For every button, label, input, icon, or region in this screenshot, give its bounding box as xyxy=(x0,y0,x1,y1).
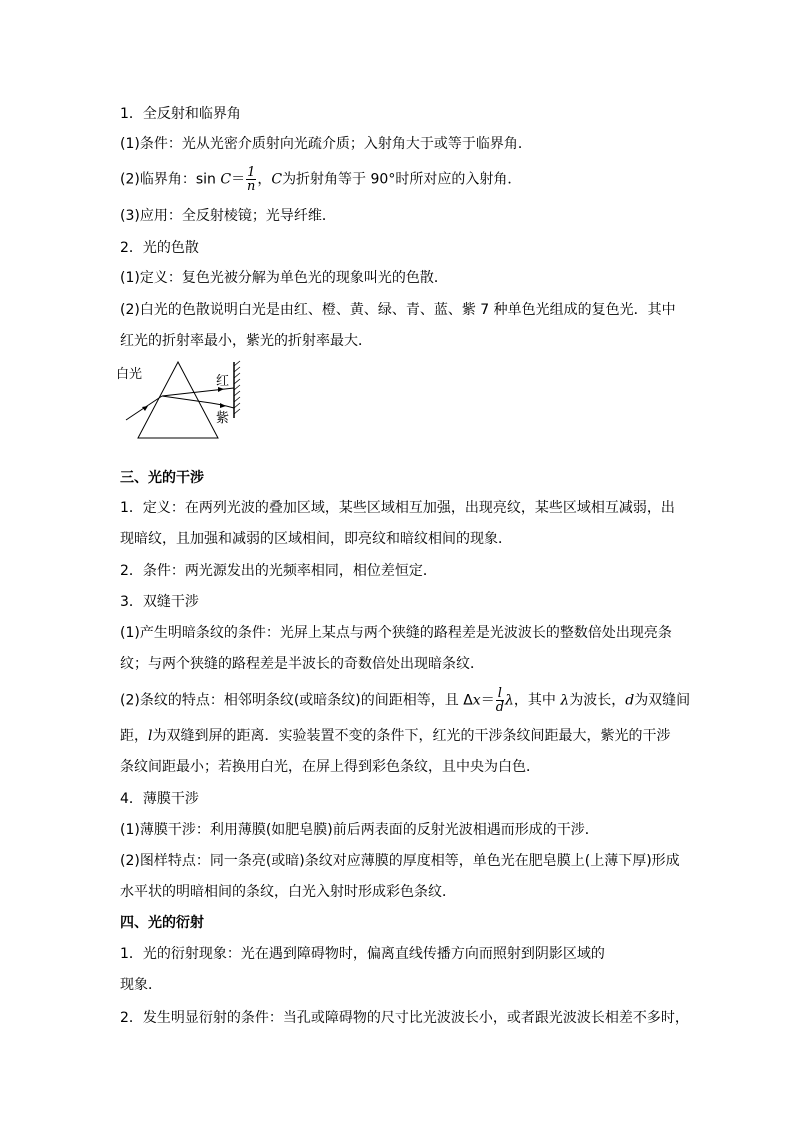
white-light-label: 白光 xyxy=(116,367,143,382)
heading-diffraction: 四、光的衍射 xyxy=(120,915,204,931)
fraction-1-over-n xyxy=(246,166,256,193)
variable-l: l xyxy=(148,728,153,744)
heading-interference: 三、光的干涉 xyxy=(120,470,204,486)
diffraction-phenomenon-1: 1．光的衍射现象：光在遇到障碍物时，偏离直线传播方向而照射到阴影区域的 xyxy=(120,946,605,962)
fringe-feature-line-1 xyxy=(120,687,690,714)
interference-definition-2: 现暗纹，且加强和减弱的区域相间，即亮纹和暗纹相间的现象． xyxy=(120,531,512,547)
red-label: 红 xyxy=(216,374,230,389)
variable-c: C xyxy=(220,171,232,188)
variable-d: d xyxy=(625,692,635,709)
fringe-condition-1: (1)产生明暗条纹的条件：光屏上某点与两个狭缝的路程差是光波波长的整数倍处出现亮条 xyxy=(120,625,672,641)
violet-exit-ray xyxy=(204,402,234,408)
fringe-line-2-text: 为双缝到屏的距离．实验装置不变的条件下，红光的干涉条纹间距最大，紫光的干涉 xyxy=(152,728,671,744)
fringe-feature-prefix: (2)条纹的特点：相邻明条纹(或暗条纹)的间距相等，且 Δ xyxy=(120,692,473,709)
fringe-feature-mid-2: 为波长， xyxy=(569,692,626,709)
variable-lambda-2: λ xyxy=(560,692,570,709)
prism-dispersion-figure xyxy=(116,358,256,440)
critical-angle-prefix: (2)临界角：sin xyxy=(120,171,221,188)
section-total-reflection-title: 1．全反射和临界角 xyxy=(120,106,241,122)
comma: ， xyxy=(257,171,272,188)
fraction-numerator-l: l xyxy=(496,687,504,701)
interference-condition: 2．条件：两光源发出的光频率相同，相位差恒定． xyxy=(120,563,437,579)
fraction-denominator: n xyxy=(247,179,256,194)
inner-ray-red xyxy=(162,392,198,396)
equals-sign: ＝ xyxy=(231,171,246,188)
violet-label: 紫 xyxy=(216,411,230,426)
critical-angle-suffix: 为折射角等于 90°时所对应的入射角． xyxy=(282,171,522,188)
thin-film-pattern-2: 水平状的明暗相间的条纹，白光入射时形成彩色条纹． xyxy=(120,884,456,900)
screen-hatching xyxy=(234,361,240,414)
critical-angle-line xyxy=(120,166,521,193)
dispersion-definition: (1)定义：复色光被分解为单色光的现象叫光的色散． xyxy=(120,270,448,286)
fringe-feature-line-3: 条纹间距最小；若换用白光，在屏上得到彩色条纹，且中央为白色． xyxy=(120,759,540,775)
diffraction-condition: 2．发生明显衍射的条件：当孔或障碍物的尺寸比光波波长小，或者跟光波波长相差不多时， xyxy=(120,1010,689,1026)
application-line: (3)应用：全反射棱镜；光导纤维． xyxy=(120,208,336,224)
prism-triangle xyxy=(138,362,218,438)
condition-line: (1)条件：光从光密介质射向光疏介质；入射角大于或等于临界角． xyxy=(120,136,532,152)
thin-film-title: 4．薄膜干涉 xyxy=(120,791,199,807)
variable-c-2: C xyxy=(271,171,283,188)
interference-definition-1: 1．定义：在两列光波的叠加区域，某些区域相互加强，出现亮纹，某些区域相互减弱，出 xyxy=(120,500,675,516)
fringe-feature-suffix: 为双缝间 xyxy=(634,692,691,709)
equals-sign-2: ＝ xyxy=(480,692,495,709)
fraction-denominator-d: d xyxy=(495,700,505,715)
fringe-condition-2: 纹；与两个狭缝的路程差是半波长的奇数倍处出现暗条纹． xyxy=(120,656,484,672)
section-dispersion-title: 2．光的色散 xyxy=(120,240,199,256)
thin-film-definition: (1)薄膜干涉：利用薄膜(如肥皂膜)前后两表面的反射光波相遇而形成的干涉． xyxy=(120,822,599,838)
fringe-feature-line-2 xyxy=(120,726,670,746)
fringe-feature-mid: ，其中 xyxy=(513,692,561,709)
white-light-line-2: 红光的折射率最小，紫光的折射率最大． xyxy=(120,333,372,349)
fraction-numerator: 1 xyxy=(247,165,256,180)
fraction-l-over-d xyxy=(496,687,504,714)
double-slit-title: 3．双缝干涉 xyxy=(120,594,199,610)
diffraction-phenomenon-2: 现象． xyxy=(120,977,162,993)
variable-lambda: λ xyxy=(505,692,514,709)
white-light-line-1: (2)白光的色散说明白光是由红、橙、黄、绿、青、蓝、紫 7 种单色光组成的复色光．其中 xyxy=(120,302,676,318)
fringe-line-2-prefix: 距， xyxy=(120,728,148,744)
variable-x: x xyxy=(472,692,481,709)
thin-film-pattern-1: (2)图样特点：同一条亮(或暗)条纹对应薄膜的厚度相等，单色光在肥皂膜上(上薄下厚)形成 xyxy=(120,853,680,869)
